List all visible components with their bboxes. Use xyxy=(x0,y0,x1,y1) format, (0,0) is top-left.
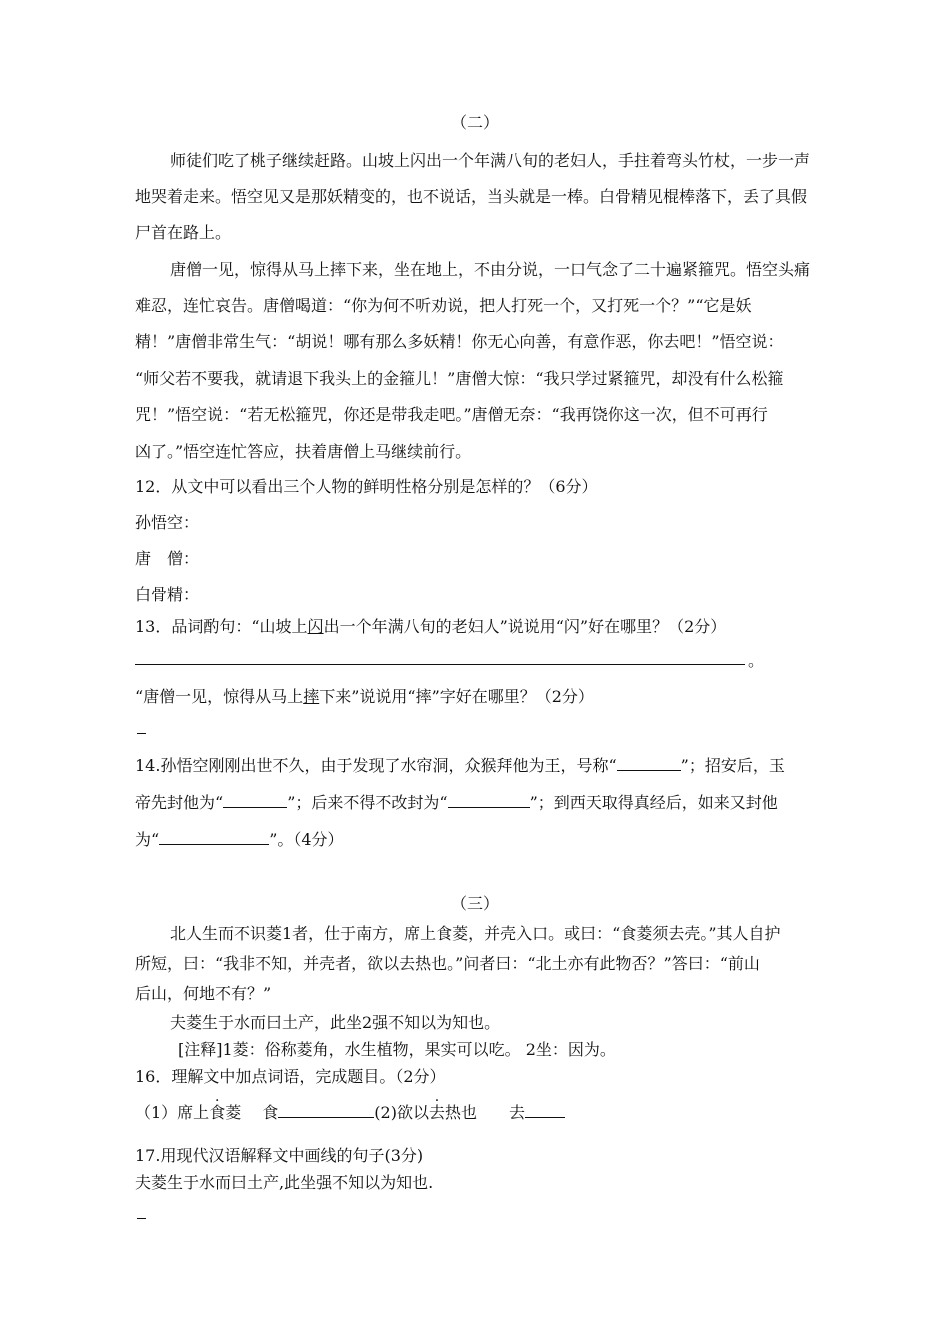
fill-blank[interactable] xyxy=(525,1101,565,1118)
passage-line: 师徒们吃了桃子继续赶路。山坡上闪出一个年满八旬的老妇人，手拄着弯头竹杖，一步一声 xyxy=(170,151,811,170)
passage-line: 唐僧一见，惊得从马上摔下来，坐在地上，不由分说，一口气念了二十遍紧箍咒。悟空头痛 xyxy=(170,260,811,279)
passage-line: 地哭着走来。悟空见又是那妖精变的，也不说话，当头就是一棒。白骨精见棍棒落下，丢了具假 xyxy=(135,187,808,206)
annotation: [注释]1菱：俗称菱角，水生植物，果实可以吃。 2坐：因为。 xyxy=(178,1040,616,1059)
question-13b: “唐僧一见，惊得从马上摔下来”说说用“摔”字好在哪里？（2分） xyxy=(135,687,594,706)
fill-blank[interactable] xyxy=(278,1101,374,1118)
question-16: 16．理解文中加点词语，完成题目。（2分） xyxy=(135,1067,446,1086)
fill-blank[interactable] xyxy=(223,791,287,808)
passage-line: 精！”唐僧非常生气：“胡说！哪有那么多妖精！你无心向善，有意作恶，你去吧！”悟空说： xyxy=(135,332,784,351)
passage-line: 后山，何地不有？” xyxy=(135,984,272,1003)
passage-line: 北人生而不识菱1者，仕于南方，席上食菱，并壳入口。或曰：“食菱须去壳。”其人自护 xyxy=(170,924,781,943)
question-12: 12．从文中可以看出三个人物的鲜明性格分别是怎样的？（6分） xyxy=(135,477,598,496)
underlined-word: 摔 xyxy=(303,687,320,706)
underlined-word: 闪 xyxy=(307,617,324,636)
passage-line: “师父若不要我，就请退下我头上的金箍儿！”唐僧大惊：“我只学过紧箍咒，却没有什么松箍 xyxy=(135,369,784,388)
question-17: 17.用现代汉语解释文中画线的句子(3分) xyxy=(135,1146,424,1165)
passage-line: 咒！”悟空说：“若无松箍咒，你还是带我走吧。”唐僧无奈：“我再饶你这一次，但不可再行 xyxy=(135,405,768,424)
answer-line[interactable] xyxy=(137,1218,146,1219)
dotted-word: 食 xyxy=(209,1103,226,1122)
question-14-line: 帝先封他为“ ”；后来不得不改封为“ ”；到西天取得真经后，如来又封他 xyxy=(135,793,778,812)
passage-line: 夫菱生于水而曰土产，此坐2强不知以为知也。 xyxy=(170,1013,501,1032)
passage-line: 凶了。”悟空连忙答应，扶着唐僧上马继续前行。 xyxy=(135,442,472,461)
section-3-title: （三） xyxy=(450,894,499,913)
question-14-line: 为“ ”。（4分） xyxy=(135,830,344,849)
passage-line: 难忍，连忙哀告。唐僧喝道：“你为何不听劝说，把人打死一个，又打死一个？”“它是妖 xyxy=(135,296,752,315)
question-16-items: （1）席上食菱 食 (2)欲以去热也 去 xyxy=(135,1101,565,1124)
fill-blank[interactable] xyxy=(617,754,681,771)
answer-line-end: 。 xyxy=(748,651,765,670)
answer-label-tangseng: 唐 僧： xyxy=(135,549,200,568)
answer-line[interactable] xyxy=(137,733,146,734)
answer-label-baigujing: 白骨精： xyxy=(135,585,200,604)
section-2-title: （二） xyxy=(450,113,499,132)
answer-line[interactable] xyxy=(135,664,745,665)
answer-label-sunwukong: 孙悟空： xyxy=(135,513,200,532)
dotted-word: 去 xyxy=(428,1103,445,1122)
question-17-sentence: 夫菱生于水而曰土产,此坐强不知以为知也. xyxy=(135,1173,434,1192)
question-14-line: 14.孙悟空刚刚出世不久，由于发现了水帘洞，众猴拜他为王，号称“ ”；招安后，玉 xyxy=(135,756,785,775)
fill-blank[interactable] xyxy=(159,828,269,845)
fill-blank[interactable] xyxy=(448,791,530,808)
passage-line: 所短，曰：“我非不知，并壳者，欲以去热也。”问者曰：“北土亦有此物否？”答曰：“前山 xyxy=(135,954,760,973)
question-13: 13．品词酌句：“山坡上闪出一个年满八旬的老妇人”说说用“闪”好在哪里？（2分） xyxy=(135,617,727,636)
passage-line: 尸首在路上。 xyxy=(135,223,232,242)
